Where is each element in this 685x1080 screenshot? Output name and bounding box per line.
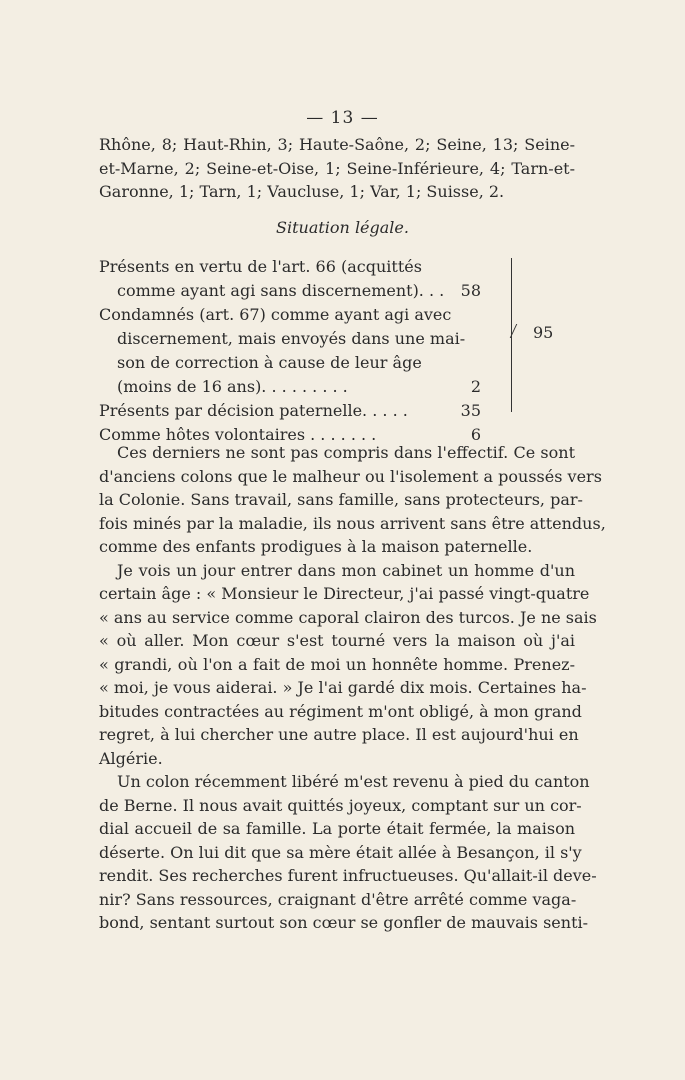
table-row bbox=[99, 255, 489, 279]
table-row bbox=[99, 327, 489, 351]
table-row bbox=[99, 303, 489, 327]
text-line: Rhône, 8; Haut-Rhin, 3; Haute-Saône, 2; Seine, 13; Seine- bbox=[99, 135, 575, 154]
table-row bbox=[99, 375, 489, 399]
text-line: « ans au service comme caporal clairon des turcos. Je ne sais bbox=[99, 607, 597, 627]
row-label: comme ayant agi sans discernement). . . bbox=[117, 281, 445, 300]
row-label: (moins de 16 ans). . . . . . . . . bbox=[117, 377, 348, 396]
text-line: comme des enfants prodigues à la maison paternelle. bbox=[99, 537, 533, 556]
page-number: — 13 — bbox=[306, 108, 379, 128]
text-line: rendit. Ses recherches furent infructueuses. Qu'allait-il deve- bbox=[99, 866, 597, 885]
text-line: bond, sentant surtout son cœur se gonfler de mauvais senti- bbox=[99, 913, 589, 932]
row-label: son de correction à cause de leur âge bbox=[117, 353, 422, 372]
row-value: 2 bbox=[470, 377, 481, 396]
section-heading: Situation légale. bbox=[276, 218, 409, 237]
text-line: bitudes contractées au régiment m'ont obligé, à mon grand bbox=[99, 701, 582, 721]
text-line: « moi, je vous aiderai. » Je l'ai gardé dix mois. Certaines ha- bbox=[99, 678, 587, 697]
row-label: Présents par décision paternelle. . . . . bbox=[99, 401, 408, 420]
row-label: discernement, mais envoyés dans une mai- bbox=[117, 329, 466, 348]
legal-total: 95 bbox=[533, 323, 554, 342]
text-line: Algérie. bbox=[99, 748, 163, 768]
text-line: certain âge : « Monsieur le Directeur, j'ai passé vingt-quatre bbox=[99, 584, 590, 603]
body-text bbox=[99, 441, 606, 935]
text-line: « où aller. Mon cœur s'est tourné vers la maison où j'ai bbox=[99, 631, 575, 650]
text-line: Ces derniers ne sont pas compris dans l'effectif. Ce sont bbox=[117, 443, 575, 462]
text-line: fois minés par la maladie, ils nous arrivent sans être attendus, bbox=[99, 513, 606, 533]
row-value: 6 bbox=[470, 425, 481, 444]
table-row bbox=[99, 399, 489, 423]
row-label: Condamnés (art. 67) comme ayant agi avec bbox=[99, 305, 452, 324]
text-line: nir? Sans ressources, craignant d'être arrêté comme vaga- bbox=[99, 889, 577, 909]
text-line: Garonne, 1; Tarn, 1; Vaucluse, 1; Var, 1; Suisse, 2. bbox=[99, 182, 505, 201]
row-value: 58 bbox=[460, 281, 481, 300]
text-line: Je vois un jour entrer dans mon cabinet un homme d'un bbox=[117, 560, 575, 580]
row-label: Comme hôtes volontaires . . . . . . . bbox=[99, 425, 377, 444]
text-line: regret, à lui chercher une autre place. Il est aujourd'hui en bbox=[99, 725, 579, 744]
text-line: déserte. On lui dit que sa mère était allée à Besançon, il s'y bbox=[99, 842, 582, 862]
text-line: et-Marne, 2; Seine-et-Oise, 1; Seine-Inférieure, 4; Tarn-et- bbox=[99, 158, 575, 178]
table-row bbox=[99, 279, 489, 303]
text-line: de Berne. Il nous avait quittés joyeux, comptant sur un cor- bbox=[99, 795, 582, 815]
row-value: 35 bbox=[460, 401, 481, 420]
text-line: d'anciens colons que le malheur ou l'isolement a poussés vers bbox=[99, 466, 602, 486]
legal-situation-table bbox=[99, 255, 489, 447]
row-label: Présents en vertu de l'art. 66 (acquittés bbox=[99, 257, 422, 276]
intro-paragraph bbox=[99, 133, 575, 204]
text-line: Un colon récemment libéré m'est revenu à pied du canton bbox=[117, 772, 590, 791]
table-row bbox=[99, 351, 489, 375]
text-line: « grandi, où l'on a fait de moi un honnête homme. Prenez- bbox=[99, 654, 575, 674]
text-line: dial accueil de sa famille. La porte était fermée, la maison bbox=[99, 819, 575, 838]
text-line: la Colonie. Sans travail, sans famille, sans protecteurs, par- bbox=[99, 490, 583, 509]
